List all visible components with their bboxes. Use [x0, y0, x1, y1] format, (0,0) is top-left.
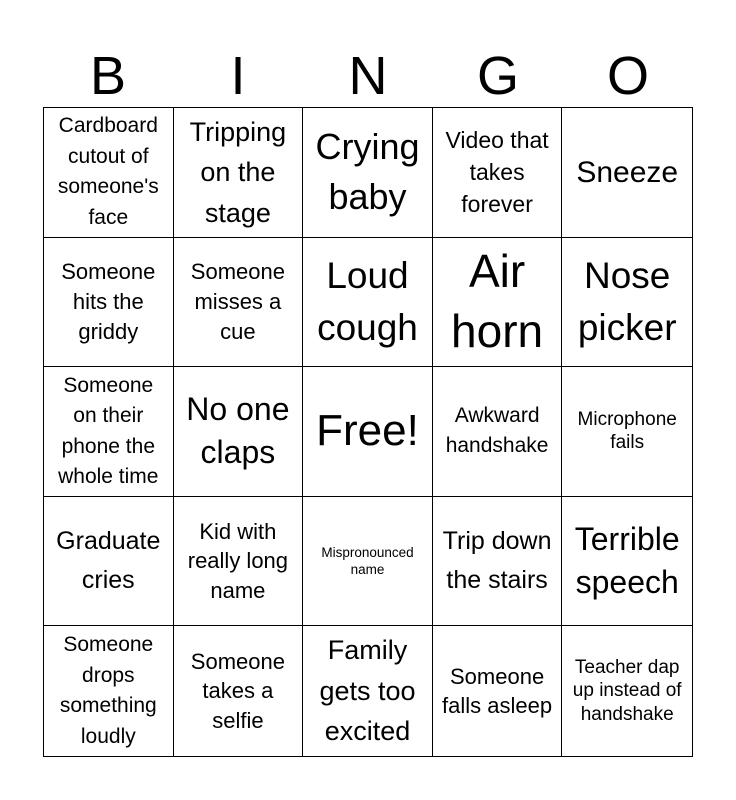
cell-label: Kid with really long name	[187, 518, 289, 603]
header-letter-b: B	[89, 46, 127, 106]
bingo-cell[interactable]	[44, 108, 174, 238]
bingo-cell[interactable]	[174, 108, 304, 238]
cell-label: Family gets too excited	[319, 635, 416, 747]
cell-label: Nose picker	[577, 255, 677, 348]
cell-label: Loud cough	[317, 255, 418, 348]
bingo-cell[interactable]	[562, 367, 692, 497]
bingo-cell[interactable]	[303, 108, 433, 238]
bingo-cell[interactable]	[303, 238, 433, 368]
cell-label: Sneeze	[576, 155, 679, 189]
header-letter-i: I	[230, 46, 246, 106]
cell-label: Trip down the stairs	[442, 527, 552, 595]
cell-label: Someone takes a selfie	[190, 648, 285, 734]
bingo-cell[interactable]	[562, 108, 692, 238]
cell-label: Someone misses a cue	[190, 259, 285, 344]
bingo-cell[interactable]	[433, 238, 563, 368]
header-letter-g: G	[476, 46, 519, 106]
cell-label: Teacher dap up instead of handshake	[572, 656, 682, 726]
bingo-cell[interactable]	[303, 626, 433, 756]
bingo-header	[43, 44, 693, 108]
cell-label: Someone hits the griddy	[61, 259, 156, 344]
cell-label: Video that takes forever	[445, 127, 549, 218]
header-letter-o: O	[606, 46, 649, 106]
cell-label: Free!	[316, 406, 419, 456]
bingo-board	[43, 107, 693, 757]
bingo-cell[interactable]	[44, 626, 174, 756]
bingo-cell[interactable]	[433, 626, 563, 756]
bingo-cell free-space[interactable]	[303, 367, 433, 497]
cell-label: Crying baby	[315, 125, 420, 218]
bingo-cell[interactable]	[562, 497, 692, 627]
bingo-cell[interactable]	[303, 497, 433, 627]
bingo-cell[interactable]	[433, 367, 563, 497]
cell-label: Graduate cries	[56, 527, 161, 595]
bingo-cell[interactable]	[433, 497, 563, 627]
bingo-cell[interactable]	[44, 238, 174, 368]
cell-label: Someone on their phone the whole time	[58, 373, 159, 488]
bingo-cell[interactable]	[174, 238, 304, 368]
cell-label: Mispronounced name	[321, 544, 414, 578]
bingo-cell[interactable]	[562, 626, 692, 756]
cell-label: Air horn	[451, 245, 544, 357]
header-letter-n: N	[348, 46, 388, 106]
cell-label: Awkward handshake	[445, 404, 549, 458]
cell-label: Tripping on the stage	[189, 116, 287, 228]
cell-label: Microphone fails	[577, 408, 677, 454]
cell-label: Cardboard cutout of someone's face	[57, 114, 159, 229]
bingo-cell[interactable]	[44, 367, 174, 497]
bingo-cell[interactable]	[562, 238, 692, 368]
cell-label: Terrible speech	[574, 520, 680, 601]
bingo-cell[interactable]	[433, 108, 563, 238]
bingo-cell[interactable]	[44, 497, 174, 627]
cell-label: No one claps	[186, 391, 290, 471]
bingo-cell[interactable]	[174, 367, 304, 497]
bingo-cell[interactable]	[174, 497, 304, 627]
cell-label: Someone drops something loudly	[59, 633, 157, 748]
bingo-cell[interactable]	[174, 626, 304, 756]
cell-label: Someone falls asleep	[442, 663, 553, 719]
